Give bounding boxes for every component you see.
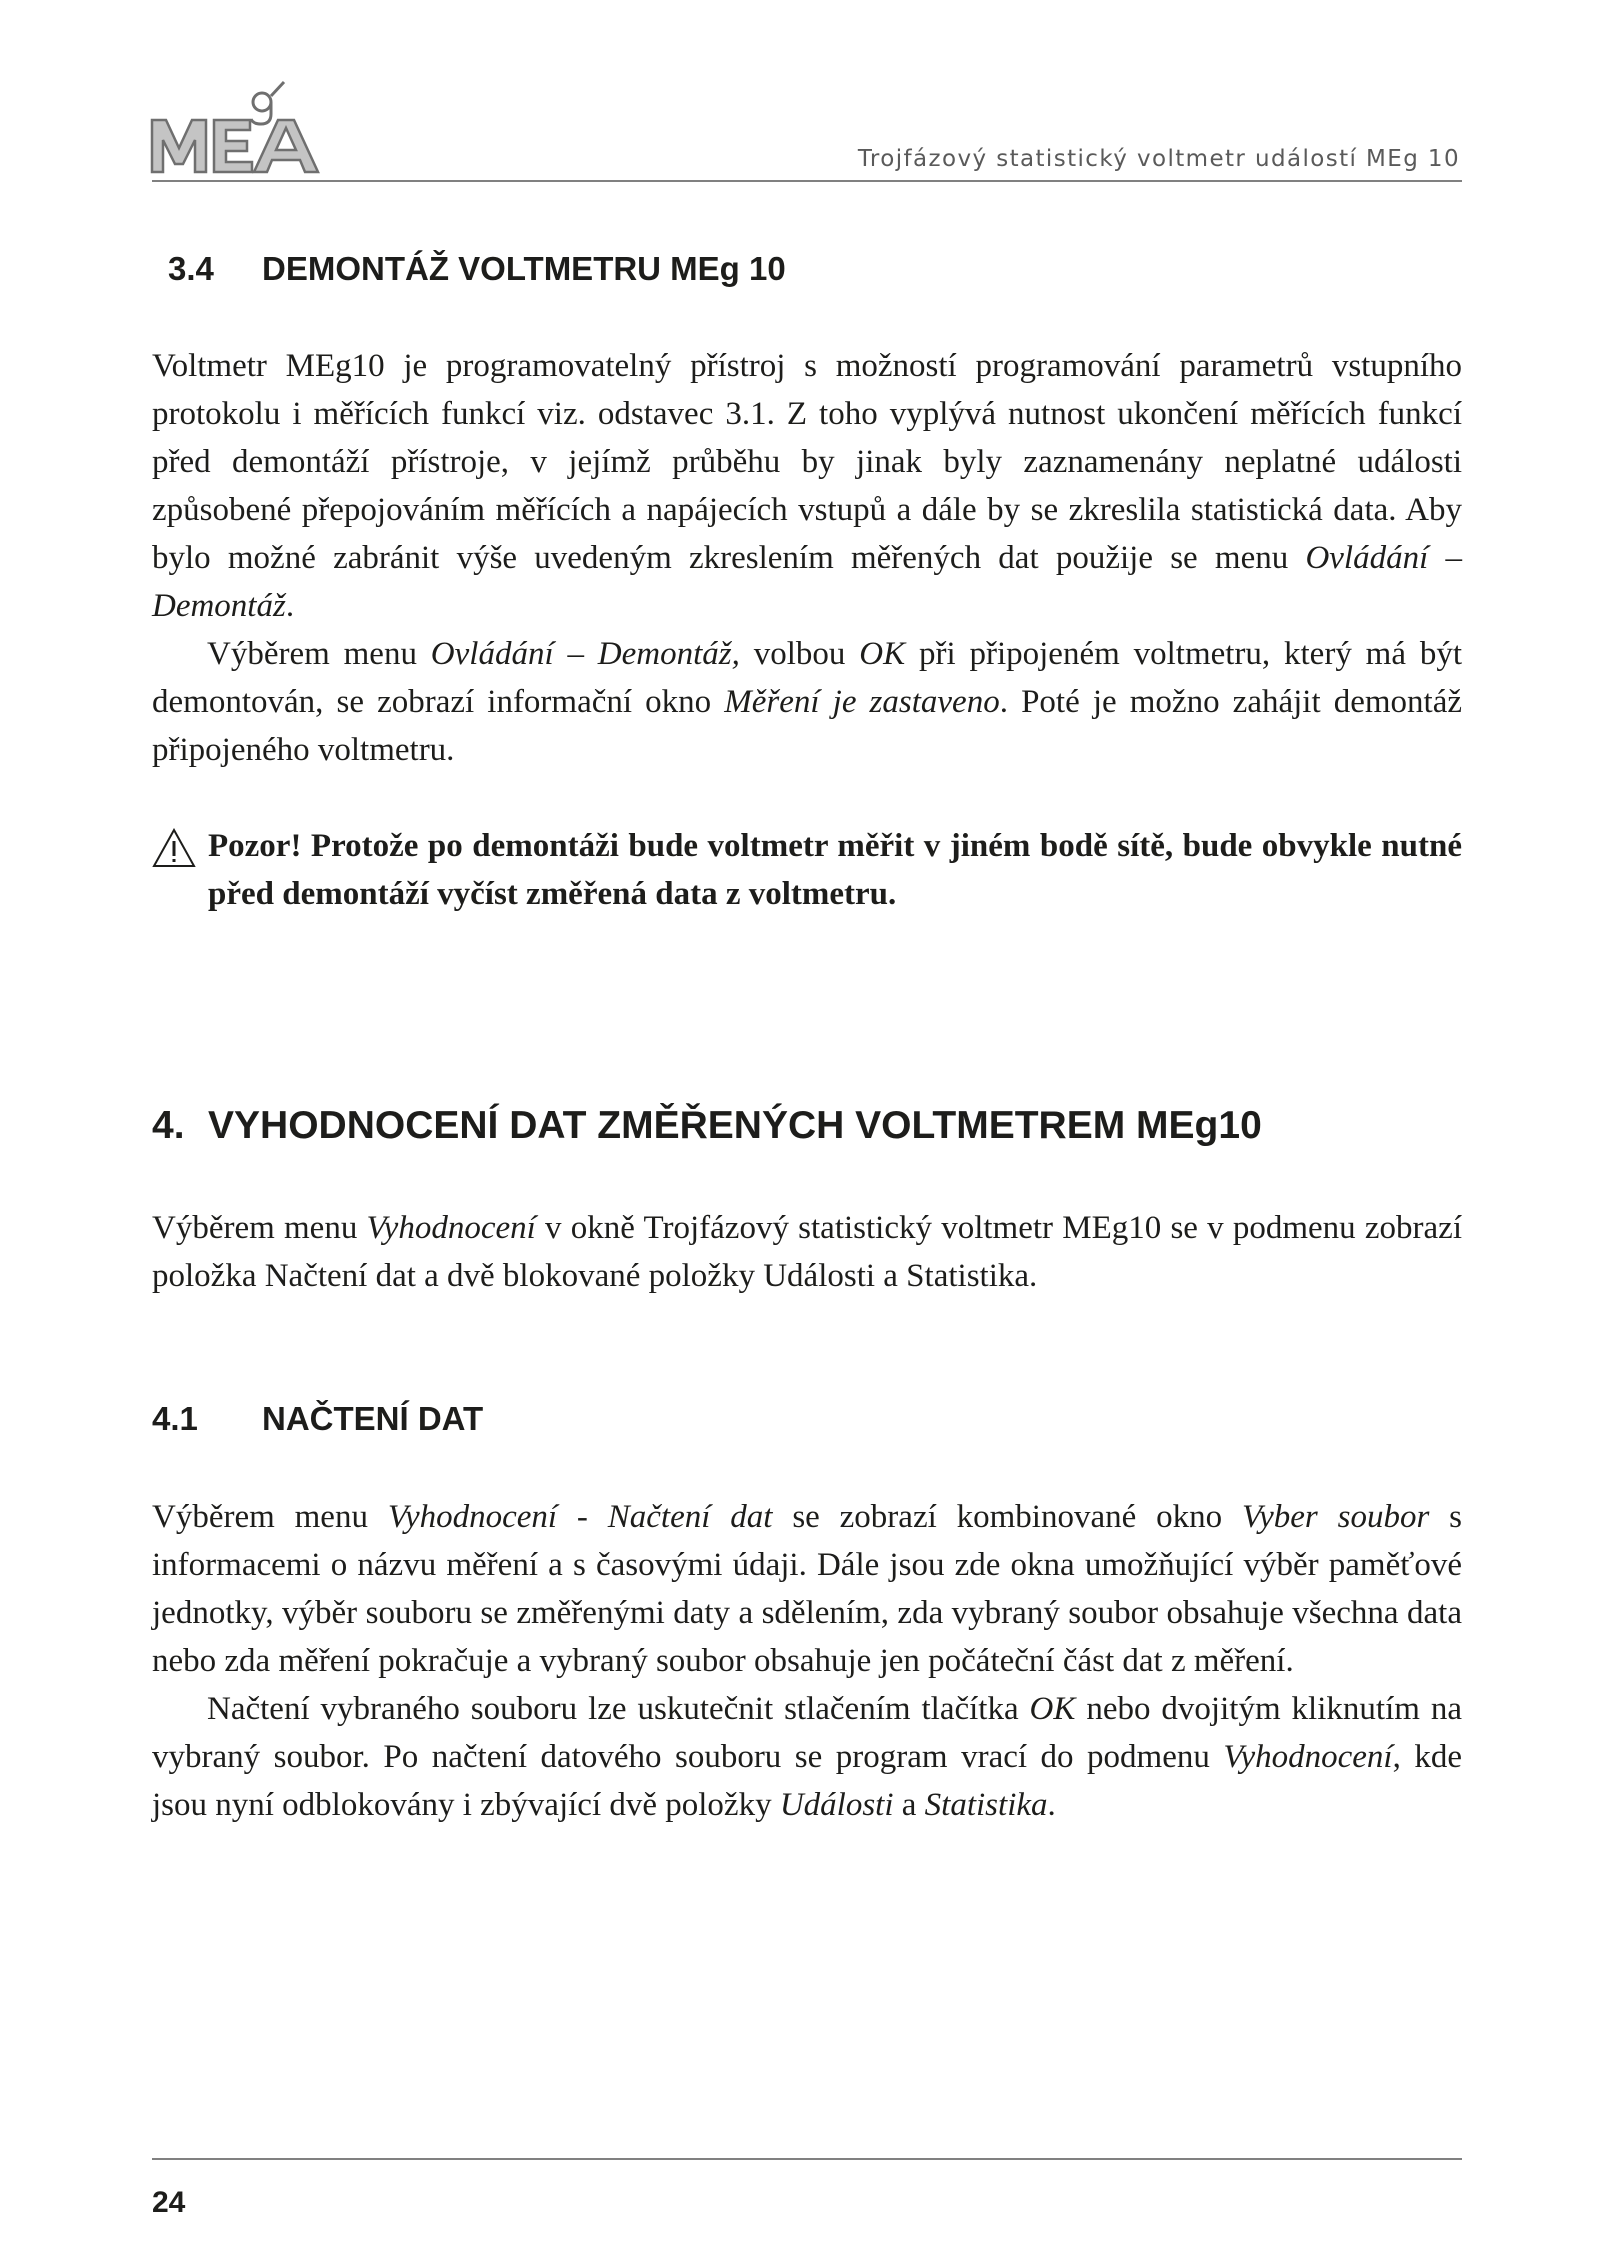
paragraph: [152, 342, 1462, 630]
text-run: Voltmetr MEg10 je programovatelný přístroj s možností programování parametrů vstupního protokolu i měřících funkcí viz. odstavec 3.1. Z toho vyplývá nutnost ukončení měřících funkcí před demontáží přístroje, v jejímž průběhu by jinak byly zaznamenány neplatné události způsobené přepojováním měřících a napájecích vstupů a dále by se zkreslila statistická data. Aby bylo možné zabránit výše uvedeným zkreslením měřených dat použije se menu: [152, 348, 1462, 576]
section-number: 4.1: [152, 1400, 198, 1437]
section-4-1-body: [152, 1493, 1462, 1829]
section-3-4-body: [152, 342, 1462, 774]
emphasis-text: Vyhodnocení - Načtení dat: [387, 1499, 773, 1535]
emphasis-text: OK: [859, 636, 906, 672]
mega-logo: [150, 80, 330, 180]
text-run: Načtení vybraného souboru lze uskutečnit stlačením tlačítka: [207, 1691, 1030, 1727]
emphasis-text: Vyhodnocení: [1223, 1739, 1393, 1775]
emphasis-text: Měření je zastaveno: [724, 684, 1000, 720]
running-title: Trojfázový statistický voltmetr událostí MEg 10: [857, 146, 1460, 172]
emphasis-text: Ovládání – Demontáž: [152, 540, 1462, 624]
warning-text: Pozor! Protože po demontáži bude voltmetr měřit v jiném bodě sítě, bude obvykle nutné před demontáží vyčíst změřená data z voltmetru.: [208, 828, 1462, 912]
paragraph: [152, 630, 1462, 774]
paragraph: [152, 1204, 1462, 1300]
header-rule: [152, 180, 1462, 182]
emphasis-text: OK: [1029, 1691, 1076, 1727]
page-number: 24: [152, 2186, 186, 2219]
logo-text: MEg: [150, 80, 152, 81]
section-title: NAČTENÍ DAT: [262, 1400, 484, 1437]
text-run: a: [893, 1787, 925, 1823]
text-run: , kde jsou nyní odblokovány i zbývající dvě položky: [152, 1739, 1462, 1823]
section-4-body: [152, 1204, 1462, 1300]
section-number: 3.4: [168, 250, 214, 287]
chapter-number: 4.: [152, 1104, 185, 1147]
text-run: s informacemi o názvu měření a s časovými údaji. Dále jsou zde okna umožňující výběr paměťové jednotky, výběr souboru se změřenými daty a sdělením, zda vybraný soubor obsahuje všechna data nebo zda měření pokračuje a vybraný soubor obsahuje jen počáteční část dat z měření.: [152, 1499, 1462, 1679]
section-heading-3-4: [168, 250, 786, 288]
section-title: DEMONTÁŽ VOLTMETRU MEg 10: [262, 250, 786, 287]
chapter-title: VYHODNOCENÍ DAT ZMĚŘENÝCH VOLTMETREM MEg10: [208, 1104, 1262, 1147]
emphasis-text: Vyhodnocení: [366, 1210, 536, 1246]
paragraph: [152, 1685, 1462, 1829]
section-heading-4-1: [152, 1400, 483, 1438]
text-run: v okně Trojfázový statistický voltmetr MEg10 se v podmenu zobrazí položka Načtení dat a dvě blokované položky Události a Statistika.: [152, 1210, 1462, 1294]
text-run: nebo dvojitým kliknutím na vybraný soubor. Po načtení datového souboru se program vrací do podmenu: [152, 1691, 1462, 1775]
text-run: se zobrazí kombinované okno: [772, 1499, 1242, 1535]
paragraph: [152, 1493, 1462, 1685]
text-run: . Poté je možno zahájit demontáž připojeného voltmetru.: [152, 684, 1462, 768]
text-run: Výběrem menu: [152, 1210, 367, 1246]
emphasis-text: Vyber soubor: [1241, 1499, 1430, 1535]
chapter-heading-4: [152, 1104, 1262, 1148]
text-run: při připojeném voltmetru, který má být demontován, se zobrazí informační okno: [152, 636, 1462, 720]
warning-triangle-icon: [152, 828, 196, 868]
text-run: .: [1047, 1787, 1056, 1823]
text-run: volbou: [739, 636, 860, 672]
emphasis-text: Ovládání – Demontáž,: [430, 636, 740, 672]
text-run: Výběrem menu: [207, 636, 431, 672]
warning-note: [152, 822, 1462, 918]
footer-rule: [152, 2158, 1462, 2160]
emphasis-text: Statistika: [924, 1787, 1048, 1823]
text-run: Výběrem menu: [152, 1499, 388, 1535]
emphasis-text: Události: [779, 1787, 894, 1823]
text-run: .: [285, 588, 295, 624]
